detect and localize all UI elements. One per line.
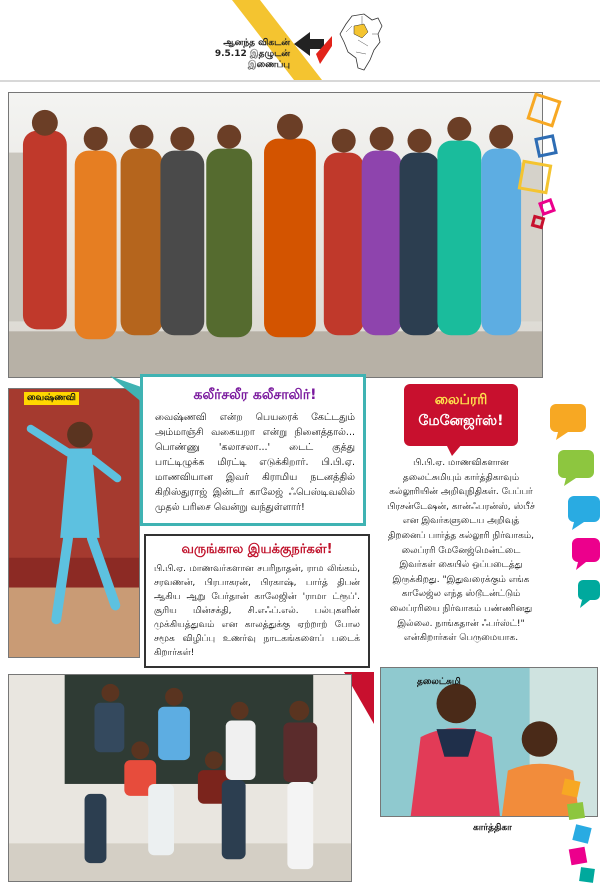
article-library-managers-title-line-2: மேனேஜர்ஸ்! [418, 413, 504, 429]
article-kalasala-box [140, 374, 366, 526]
article-kalasala-title: கலீர்சலீர கலீசாலிர்! [193, 387, 317, 403]
decor-tile-green [567, 802, 585, 820]
photo-caption-thalaitchumi: தலைட்சுமி [417, 677, 461, 687]
article-future-directors-box [144, 534, 370, 668]
article-library-managers-body: பி.பி.ஏ. மாணவிகளான தலைட்சுமியும் கார்த்திகாவும் கல்லூரியின் அறிவுநிதிகள். பேப்பர் பிரசன்டேஷன், கான்ஃபரன்ஸ், ஸ்பீச் என இவர்களுடைய அறிவுத் திறனைப் பார்த்த கல்லூரி நிர்வாகம், லைப்ரரி மேனேஜ்மென்ட்டை இவர்கள் கையில் ஒப்படைத்து இருக்கிறது. "இதுவரைக்கும் எங்க காலேஜ்ல எந்த ஸ்டூடன்ட்டும் லைப்ரரியை நிர்வாகம் பண்ணினது இல்லை. நாங்கதான் ஃபர்ஸ்ட்!" என்கிறார்கள் பெருமையாக. [387, 458, 535, 644]
decor-bubble-blue [566, 494, 600, 530]
group-photo-girls [8, 92, 543, 378]
drama-troupe-photo [8, 674, 352, 882]
issue-date-note [205, 38, 290, 71]
article-1-pointer [110, 376, 144, 408]
arrow-logo-icon [290, 24, 336, 70]
decor-bubble-green [556, 448, 596, 486]
dancing-girl-photo [8, 388, 140, 658]
photo-caption-karthika: கார்த்திகா [470, 822, 515, 835]
article-future-directors-body: பி.பி.ஏ. மாணவர்களான சபரிநாதன், ராம லிங்கம், சரவணன், பிரபாகரன், பிரகாஷ், பார்த் திபன் ஆகிய ஆறு பேர்தான் காலேஜின் 'ராமா ட்ரூப்'. சூரிய மின்சக்தி, சி.எஃப்.எல். பல்புகளின் முக்கியத்துவம் என காலத்துக்கு ஏற்றாற் போல சமூக விழிப்பு உணர்வு நாடகங்களைப் படைக் கிறார்கள்! [154, 564, 360, 658]
article-library-managers-title-line-1: லைப்ரரி [434, 392, 488, 408]
decor-tile-pink [569, 847, 588, 866]
decor-bubble-orange [548, 402, 588, 440]
decor-tile-blue [572, 824, 591, 843]
tamilnadu-map-icon [338, 12, 384, 74]
decor-bubble-pink [570, 536, 600, 570]
issue-date-line-3: இணைப்பு [247, 60, 290, 70]
header-rule [0, 80, 600, 82]
decor-tile-orange [562, 779, 581, 798]
heading-speech-tail [446, 444, 462, 456]
issue-date-line-2: 9.5.12 இதழுடன் [214, 49, 290, 59]
issue-date-line-1: ஆனந்த விகடன் [223, 38, 290, 48]
decor-square-yellow [518, 160, 553, 195]
decor-bubble-teal [576, 578, 600, 608]
article-kalasala-body: வைஷ்ணவி என்ற பெயரைக் கேட்டதும் அம்மாஞ்சி வகையறா என்று நினைத்தால்... பொண்ணு 'கலாசலா...' டைட் குத்து பாட்டிழுக்க மிரட்டி எடுக்கிறார். பி.பி.ஏ. மாணவியான இவர் கிராமிய நடனத்தில் கிறிஸ்துராஜ் இன்டர் காலேஜ் ஃபெஸ்டிவலில் முதல் பரிசை வென்று வந்துள்ளார்! [155, 412, 355, 513]
article-future-directors-title: வருங்கால இயக்குநர்கள்! [181, 542, 333, 557]
decor-tile-teal [579, 867, 595, 883]
decor-square-blue [534, 134, 558, 158]
photo-caption-vaishnavi: வைஷ்ணவி [24, 392, 79, 405]
article-library-managers-heading [404, 384, 518, 446]
